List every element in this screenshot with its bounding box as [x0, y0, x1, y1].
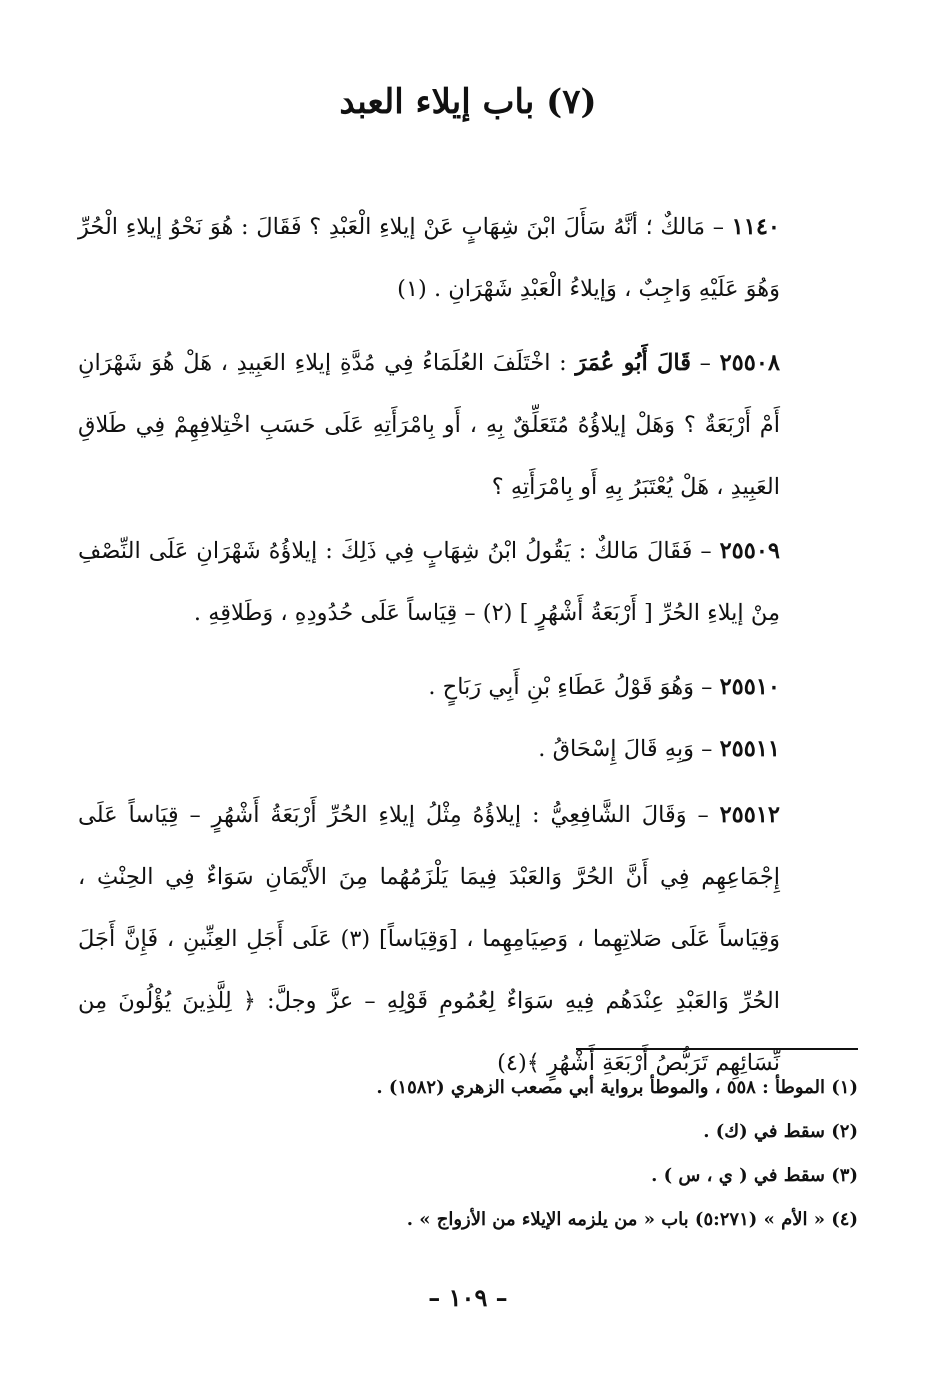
paragraph-25510: [78, 656, 858, 718]
paragraph-number: ٢٥٥٠٨: [719, 350, 780, 376]
footnotes: [78, 1066, 858, 1242]
paragraph-number: ١١٤٠: [731, 214, 781, 240]
paragraph-dash: –: [701, 736, 713, 762]
chapter-title: (٧) باب إيلاء العبد: [339, 82, 597, 122]
paragraph-text: : اخْتَلَفَ العُلَمَاءُ فِي مُدَّةِ إيلاءِ العَبِيدِ ، هَلْ هُوَ شَهْرَانِ أَمْ أَرْبَعَةٌ ؟ وَهَلْ إيلاؤُهُ مُتَعَلِّقٌ بِهِ ، أَو بِامْرَأَتِهِ عَلَى حَسَبِ اخْتِلافِهِمْ فِي طَلاقِ العَبِيدِ ، هَلْ يُعْتَبَرُ بِهِ أَو بِامْرَأَتِهِ ؟: [78, 350, 780, 500]
paragraph-1140: [78, 196, 858, 320]
paragraph-number: ٢٥٥٠٩: [719, 538, 781, 564]
paragraph-dash: –: [700, 538, 712, 564]
paragraph-text: فَقَالَ مَالكٌ : يَقُولُ ابْنُ شِهَابٍ فِي ذَلِكَ : إيلاؤُهُ شَهْرَانِ عَلَى النِّصْفِ مِنْ إيلاءِ الحُرِّ [ أَرْبَعَةُ أَشْهُرٍ ] (٢) – قِيَاساً عَلَى حُدُودِهِ ، وَطَلاقِهِ .: [78, 538, 780, 626]
paragraph-dash: –: [712, 214, 725, 240]
footnote-1: (١) الموطأ : ٥٥٨ ، والموطأ برواية أبي مصعب الزهري (١٥٨٢) .: [376, 1077, 858, 1098]
paragraph-dash: –: [701, 674, 713, 700]
paragraph-speaker: قَالَ أَبُو عُمَرَ: [575, 350, 691, 376]
paragraph-number: ٢٥٥١١: [719, 736, 780, 762]
paragraph-25509: [78, 520, 858, 644]
paragraph-text: وَقَالَ الشَّافِعِيُّ : إيلاؤُهُ مِثْلُ إيلاءِ الحُرِّ أَرْبَعَةُ أَشْهُرٍ – قِيَاساً عَلَى إِجْمَاعِهِم فِي أَنَّ الحُرَّ وَالعَبْدَ فِيمَا يَلْزَمُهُما مِنَ الأَيْمَانِ سَوَاءٌ فِي الحِنْثِ ، وَقِيَاساً عَلَى صَلاتِهِما ، وَصِيَامِهِما ، [وَقِيَاساً] (٣) عَلَى أَجَلِ العِنِّينِ ، فَإِنَّ أَجَلَ الحُرِّ وَالعَبْدِ عِنْدَهُم فِيهِ سَوَاءٌ لِعُمُومِ قَوْلِهِ – عزَّ وجلَّ: ﴿ لِلَّذِينَ يُؤْلُونَ مِن نِّسَائِهِم تَرَبُّصُ أَرْبَعَةِ أَشْهُرٍ ﴾(٤): [78, 802, 780, 1076]
page-number: – ١٠٩ –: [428, 1283, 508, 1312]
paragraph-number: ٢٥٥١٢: [719, 802, 781, 828]
paragraph-text: وَهُوَ قَوْلُ عَطَاءِ بْنِ أَبِي رَبَاحٍ .: [428, 674, 694, 700]
footnote-3: (٣) سقط في ( ي ، س ) .: [651, 1165, 858, 1186]
paragraph-25511: [78, 718, 858, 780]
footnote-2: (٢) سقط في (ك) .: [703, 1121, 858, 1142]
footnote-4: (٤) « الأم » (٥:٢٧١) باب « من يلزمه الإيلاء من الأزواج » .: [406, 1209, 858, 1230]
footnote-divider: [576, 1048, 858, 1050]
paragraph-dash: –: [699, 350, 711, 376]
paragraph-number: ٢٥٥١٠: [719, 674, 780, 700]
paragraph-25508: [78, 332, 858, 518]
paragraph-text: مَالكٌ ؛ أنَّهُ سَأَلَ ابْنَ شِهَابٍ عَنْ إيلاءِ الْعَبْدِ ؟ فَقَالَ : هُوَ نَحْوُ إيلاءِ الْحُرِّ وَهُوَ عَلَيْهِ وَاجِبٌ ، وَإيلاءُ الْعَبْدِ شَهْرَانِ . (١): [78, 214, 780, 302]
paragraph-dash: –: [697, 802, 709, 828]
paragraph-text: وَبِهِ قَالَ إِسْحَاقُ .: [538, 736, 694, 762]
